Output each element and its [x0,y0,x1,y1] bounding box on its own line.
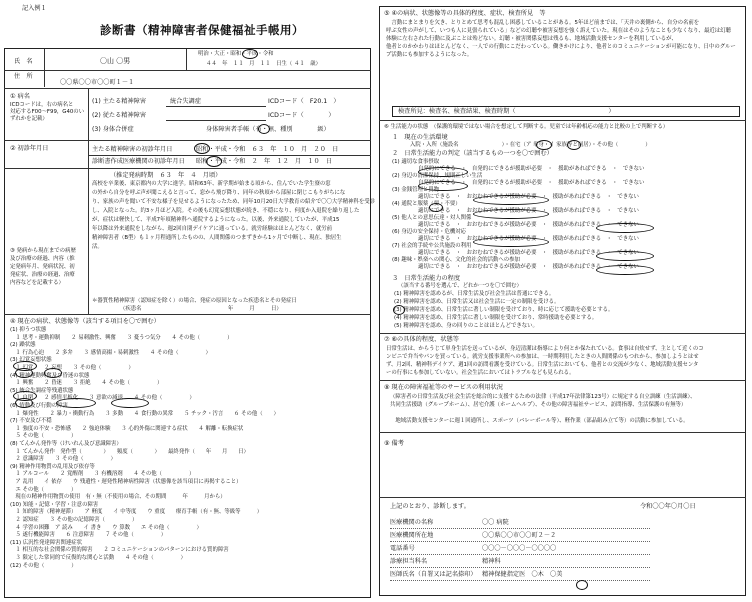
daily-item-label: (5) 他人との意思伝達・対人関係 [392,215,472,221]
state-item: ２ 認知症 ３ その他の記憶障害（ ） [10,517,138,523]
onset-date: （推定発病時期 ６３ 年 ４ 月頃） [110,172,222,179]
state-item: １ てんかん発作 発作型（ ） 頻度（ ） 最終発作（ 年 月 日） [10,448,249,455]
signature-row-label: 医療機関の名称 [390,519,434,526]
state-item: １ 強度の不安・恐怖感 ２ 強迫体験 ３ 心的外傷に関連する症状 ４ 解離・転換症状 [10,425,244,432]
name-label: 氏 名 [14,58,33,65]
living-home-circle [536,140,552,150]
state-item: ５ 遂行機能障害 ６ 注意障害 ７ その他（ ） [10,532,167,539]
state-item: (4) 精神運動興奮及び昏迷の状態 [10,372,90,379]
document-title: 診断書（精神障害者保健福祉手帳用） [100,23,304,37]
state-item: １ 行為心迫 ２ 多弁 ３ 感情高揚・易刺激性 ４ その他（ ） [10,349,211,356]
first-visit-clinic-date: 昭和・平成・令和 ２ 年 １２ 月 １０ 日 [196,158,333,165]
signature-statement: 上記のとおり、診断します。 [390,503,470,510]
daily-item-label: (4) 通院と服薬（要・不要） [392,201,461,207]
state-item: (12) その他（ ） [10,562,77,569]
daily-item-scale: 自発的にできる ・ 自発的にできるが援助が必要 ・ 援助があればできる ・ できない [418,166,645,172]
state-item: ３ 限定した常同的で反復的な関心と活動 ４ その他（ ） [10,555,186,561]
physical-value: 身体障害者手帳（有・無、種別 級） [206,126,330,133]
overall-item: (3) 精神障害を認め、日常生活に著しい制限を受けており、時に応じて援助を必要とする。 [394,307,614,313]
state-item: (7) 不安及び不穏 [10,418,52,425]
state-item: ５ その他（ ） [10,433,77,440]
state-item: (6) 情動及び行動の障害 [10,403,68,409]
state-item: １ 思考・運動抑制 ２ 易刺激性、興奮 ３ 憂うつ気分 ４ その他（ ） [10,334,233,341]
daily-item-label: (8) 趣味・娯楽への関心、文化的社会的活動への参加 [392,257,520,263]
daily-item-label: (1) 適切な食事摂取 [392,159,440,165]
state-item: (1) 抑うつ状態 [10,327,47,333]
state-item: １ 爆発性 ２ 暴力・衝動行為 ３ 多動 ４ 食行動の異常 ５ チック・汚言 ６ その他（ ） [10,410,279,417]
signature-row-value: 精神保健指定医 〇木 〇美 [482,571,563,578]
state-item: １ 幻覚 ２ 妄想 ３ その他（ ） [10,365,134,371]
overall-item: (5) 精神障害を認め、身の回りのことはほとんどできない。 [394,323,538,329]
seal-mark [576,580,588,590]
daily-item-scale: 適切にできる ・ おおむねできるが援助が必要 ・ 援助があればできる ・ できない [418,222,639,228]
daily-item-scale: 自発的にできる ・ 自発的にできるが援助が必要 ・ 援助があればできる ・ できない [418,180,645,186]
living-options: 入院・入所（施設名 ）・在宅（ア 単身・イ 家族等と同居）・その他（ ） [410,142,651,148]
state-item: (8) てんかん発作等（けいれん及び意識障害） [10,441,122,447]
state-item: １ 相互的な社会関係の質的障害 ２ コミュニケーションのパターンにおける質的障害 [10,547,229,554]
daily-item-scale: 適切にできる ・ おおむねできるが援助が必要 ・ 援助があればできる ・ できない [418,250,639,256]
example-label: 記入例１ [22,5,47,12]
section9-label: ⑨ 備考 [384,440,404,447]
state-item: １ 知的障害（精神遅滞） ア 軽度 イ 中等度 ウ 重度 療育手帳（有・無、等級等 ） [10,509,263,516]
signature-row-label: 医師氏名（自署又は記名捺印） [390,571,477,578]
disease-section-label: ① 病名 [10,93,30,100]
section7-label: ⑦ ⑥の具体的程度、状態等 [384,336,459,343]
left-sheet: 記入例１ 診断書（精神障害者保健福祉手帳用） 氏 名 〇山 〇男 明治・大正・昭和・平成・令和 ４４ 年 １１ 月 １１ 日生（ ４１ 歳） 住 所 〇〇県〇〇市〇〇町１－１ ① 病名 ICDコードは，右の病名と 対応するF00～F99，G40のい ずれかを記載） (1) 主たる精神障害 統合失調症 ICDコード（ F20.1 ） (2) 従たる精神障害 ICDコード（ ） (3) 身体合併症 身体障害者手帳（有・無、種別 級） ② 初診年月日 主たる精神障害の初診年月日 昭和・平成・令和 ６３ 年 １０ 月 ２０ 日 診断書作成医療機関の初診年月日 昭和・平成・令和 ２ 年 １２ 月 １０ 日 ③ 発病から現在までの病歴 及び治療の経過、内容（推 定発病年月、発病状況、初 発症状、治療の経過、治療 内容などを記載する） （推定発病時期 ６３ 年 ４ 月頃） 高校を卒業後、東京都内の大学に進学。昭和63年、新学期が始まる頃から、住んでいた学生寮の窓 の外から自分を呼ぶ声が聞こえると言って、窓から飛び降り、同年の秋頃から部屋に閉じこもりがちにな り、家族の声を聞いて不安な様子を見せるようになったため、同年10月20日大学教育の紹介で〇〇大学精神科を受診 し、入院となった。約3ヶ月ほど入院。その後も幻覚妄想状態が続き、不穏になり、何度か入退院を繰り返した が、症状は軽快して、平成7年頃精神科へ通院するようになった。以後、外来通院していたが、平成15 年以降は外来通院をしながら、週2回自閉デイケアに通っている。就労経験はほとんどなく、就労前 精神障害者（B型）も１ヶ月程通所したものの、人間関係のつまずきから1ヶ月で中断し、現在、独居生 活。 ＊器質性精神障害（認知症を除く）の場合、発症の原因となった疾患名とその発症日 （疾患名 年 月 日） ④ 現在の病状、状態像等（該当する項目を〇で囲む） (1) 抑うつ状態 １ 思考・運動抑制 ２ 易刺激性、興奮 ３ 憂うつ気分 ４ その他（ ） (2) 躁状態 １ 行為心迫 ２ 多弁 ３ 感情高揚・易刺激性 ４ その他（ ） (3) 幻覚妄想状態 １ 幻覚 ２ 妄想 ３ その他（ ） (4) 精神運動興奮及び昏迷の状態 １ 興奮 ２ 昏迷 ３ 拒絶 ４ その他（ ） (5) 統合失調症等残遺状態 １ 自閉 ２ 感情平板化 ３ 意欲の減退 ４ その他（ ） (6) 情動及び行動の障害 １ 爆発性 ２ 暴力・衝動行為 ３ 多動 ４ 食行動の異常 ５ チック・汚言 ６ その他（ ） (7) 不安及び不穏 １ 強度の不安・恐怖感 ２ 強迫体験 ３ 心的外傷に関連する症状 ４ 解離・転換症状 ５ その他（ ） (8) てんかん発作等（けいれん及び意識障害） １ てんかん発作 発作型（ ） 頻度（ ） 最終発作（ 年 月 日） ２ 意識障害 ３ その他（ ） (9) 精神作用物質の乱用及び依存等 １ アルコール ２ 覚醒剤 ３ 有機溶剤 ４ その他（ ） ア 乱用 イ 依存 ウ 残遺性・遅発性精神病性障害（状態像を該当項目に再掲すること） エ その他（ ） 現在の精神作用物質の使用 有・無（不使用の場合、その期間 年 月から） (10) 知能・記憶・学習・注意の障害 １ 知的障害（精神遅滞） ア 軽度 イ 中等度 ウ 重度 療育手帳（有・無、等級等 ） ２ 認知症 ３ その他の記憶障害（ ） ４ 学習の困難 ア 読み イ 書き ウ 算数 エ その他（ ） ５ 遂行機能障害 ６ 注意障害 ７ その他（ ） (11) 広汎性発達障害関連症状 １ 相互的な社会関係の質的障害 ２ コミュニケーションのパターンにおける質的障害 ３ 限定した常同的で反復的な関心と活動 ４ その他（ ） (12) その他（ ） [0,0,752,602]
physical-label: (3) 身体合併症 [92,126,134,133]
daily-item-scale: 適切にできる ・ おおむねできるが援助が必要 ・ 援助があればできる ・ できない [418,208,639,214]
state-item: １ 興奮 ２ 昏迷 ３ 拒絶 ４ その他（ ） [10,380,163,387]
daily-item-scale: 適切にできる ・ おおむねできるが援助が必要 ・ 援助があればできる ・ できない [418,236,639,242]
state-item: (3) 幻覚妄想状態 [10,357,52,364]
right-sheet: ⑤ ④の病状、状態像等の具体的程度、症状、検査所見 等 言動にまとまりを欠き、とりとめて思考も混乱し困惑していることがある。5年ほど前までは、「天井の裏側から、自分の名前を 呼ぶ女性の声がして、いつも人に見張られている」などの幻聴や被害妄想を強く訴えていた。現在はそのようなことも少なくなり、最近は幻聴 体験に左右された行動に及ぶことは殆どない。幻聴・被害関係妄想は残るも、地域活動支援センターを利用しているが、 他者とのかかわりはほとんどなく、一人での行動にこだわっている。働きかけにより、他者とのコミュニケーションが可能になり、日中のグルー プ活動にも参加するようになった。 検査所見：検査名、検査結果、検査時期（ ） ⑥ 生活能力の状態 （保護的環境ではない場合を想定して判断する。児童では年齢相応の能力と比較の上で判断する） １ 現在の生活環境 入院・入所（施設名 ）・在宅（ア 単身・イ 家族等と同居）・その他（ ） ２ 日常生活能力の判定（該当するもの一つを〇で囲む） (1) 適切な食事摂取 自発的にできる ・ 自発的にできるが援助が必要 ・ 援助があればできる ・ できない (2) 身辺の清潔保持、規則正しい生活 自発的にできる ・ 自発的にできるが援助が必要 ・ 援助があればできる ・ できない (3) 金銭管理と買物 適切にできる ・ おおむねできるが援助が必要 ・ 援助があればできる ・ できない (4) 通院と服薬（要・不要） 適切にできる ・ おおむねできるが援助が必要 ・ 援助があればできる ・ できない (5) 他人との意思伝達・対人関係 適切にできる ・ おおむねできるが援助が必要 ・ 援助があればできる ・ できない (6) 身辺の安全保持・危機対応 適切にできる ・ おおむねできるが援助が必要 ・ 援助があればできる ・ できない (7) 社会的手続や公共施設の利用 適切にできる ・ おおむねできるが援助が必要 ・ 援助があればできる ・ できない (8) 趣味・娯楽への関心、文化的社会的活動への参加 適切にできる ・ おおむねできるが援助が必要 ・ 援助があればできる ・ できない ３ 日常生活能力の程度 （該当する番号を選んで、どれか一つを〇で囲む） (1) 精神障害を認めるが、日常生活及び社会生活は普通にできる。 (2) 精神障害を認め、日常生活又は社会生活に一定の制限を受ける。 (3) 精神障害を認め、日常生活に著しい制限を受けており、時に応じて援助を必要とする。 (4) 精神障害を認め、日常生活に著しい制限を受けており、常時援助を必要とする。 (5) 精神障害を認め、身の回りのことはほとんどできない。 ⑦ ⑥の具体的程度、状態等 日常生活は、からうじて単身生活を送っているが、身辺清潔は指導により何とか保たれている。食事は自炊せず、主として近くのコ ンビニで弁当やパンを買っている。就労支援事業所への参加は、一時期利用したときの人間関係のもつれから、参加しようとはせ ず、月2回、精神科デイケア、週1回の訪問看護を受けている。日常生活においても、他者との交流が少なく、地域活動支援センタ ーの行事にも参加していない。社会生活においてはトラブルなども見られる。 ⑧ 現在の障害福祉等のサービスの利用状況 （障害者の日常生活及び社会生活を総合的に支援するための法律（平成17年法律第123号）に規定する自立訓練（生活訓練）、 共同生活援助（グループホーム）、居宅介護（ホームヘルプ）、その他の障害福祉サービス、訪問指導、生活保護の有無等） 地域活動支援センターに週１回通所し、スポーツ（バレーボール等）、軽作業（部品組み立て等）の活動に参加している。 ⑨ 備考 上記のとおり、診断します。 令和〇〇年〇月〇日 医療機関の名称 〇〇 病院 医療機関所在地 〇〇県〇〇市〇〇町２－２ 電話番号 〇〇〇－〇〇〇－〇〇〇〇 診療担当科名 精神科 医師氏名（自署又は記名捺印） 精神保健指定医 〇木 〇美 [0,0,752,602]
first-visit-label: ② 初診年月日 [10,145,49,152]
state-item: ４ 学習の困難 ア 読み イ 書き ウ 算数 エ その他（ ） [10,524,202,531]
signature-row-value: 〇〇県〇〇市〇〇町２－２ [482,532,557,539]
sub-disorder-label: (2) 従たる精神障害 [92,112,147,119]
overall-circle-3 [393,305,405,315]
state-item: (9) 精神作用物質の乱用及び依存等 [10,463,95,470]
daily-item-label: (2) 身辺の清潔保持、規則正しい生活 [392,173,483,179]
state-item: ２ 意識障害 ３ その他（ ） [10,456,116,463]
section6-label: ⑥ 生活能力の状態 （保護的環境ではない場合を想定して判断する。児童では年齢相応の能力と比較の上で判断する） [384,124,669,130]
daily-item-label: (3) 金銭管理と買物 [392,187,440,193]
first-visit-main-date: 昭和・平成・令和 ６３ 年 １０ 月 ２０ 日 [196,146,339,153]
state-item: 現在の精神作用物質の使用 有・無（不使用の場合、その期間 年 月から） [10,494,226,501]
signature-row-value: 〇〇〇－〇〇〇－〇〇〇〇 [482,545,557,552]
daily-item-label: (6) 身辺の安全保持・危機対応 [392,229,467,235]
state-item: エ その他（ ） [10,486,77,493]
state-item: (10) 知能・記憶・学習・注意の障害 [10,501,99,508]
section8-label: ⑧ 現在の障害福祉等のサービスの利用状況 [384,384,503,391]
exam-findings: 検査所見：検査名、検査結果、検査時期（ ） [398,108,615,115]
signature-row-label: 診療担当科名 [390,558,428,565]
signature-row-label: 医療機関所在地 [390,532,434,539]
overall-item: (4) 精神障害を認め、日常生活に著しい制限を受けており、常時援助を必要とする。 [394,315,598,321]
state-item: １ 自閉 ２ 感情平板化 ３ 意欲の減退 ４ その他（ ） [10,395,195,402]
overall-item: (1) 精神障害を認めるが、日常生活及び社会生活は普通にできる。 [394,291,555,297]
daily-item-scale: 適切にできる ・ おおむねできるが援助が必要 ・ 援助があればできる ・ できない [418,264,639,270]
state-item: (5) 統合失調症等残遺状態 [10,387,74,394]
state-item: (11) 広汎性発達障害関連症状 [10,539,83,546]
state-section-label: ④ 現在の病状、状態像等（該当する項目を〇で囲む） [10,318,160,325]
sub-disorder-icd: ICDコード（ ） [268,112,335,119]
birth-era-options: 明治・大正・昭和・平成・令和 [198,51,274,57]
daily-item-scale: 適切にできる ・ おおむねできるが援助が必要 ・ 援助があればできる ・ できない [418,194,639,200]
address-label: 住 所 [14,73,33,80]
signature-row-label: 電話番号 [390,545,415,552]
main-disorder-label: (1) 主たる精神障害 [92,98,147,105]
state-item: (2) 躁状態 [10,342,36,349]
section5-label: ⑤ ④の病状、状態像等の具体的程度、症状、検査所見 等 [384,10,546,17]
state-item: １ アルコール ２ 覚醒剤 ３ 有機溶剤 ４ その他（ ） [10,471,195,478]
signature-row-value: 精神科 [482,558,501,565]
signature-date: 令和〇〇年〇月〇日 [640,503,696,510]
main-disorder-value: 統合失調症 [170,98,201,105]
overall-item: (2) 精神障害を認め、日常生活又は社会生活に一定の制限を受ける。 [394,299,560,305]
state-item: ア 乱用 イ 依存 ウ 残遺性・遅発性精神病性障害（状態像を該当項目に再掲すること） [10,479,242,485]
birth-date: ４４ 年 １１ 月 １１ 日生（ ４１ 歳） [206,61,321,67]
address-value: 〇〇県〇〇市〇〇町１－１ [60,79,135,86]
main-disorder-icd: ICDコード（ F20.1 ） [268,98,340,105]
daily-item-label: (7) 社会的手続や公共施設の利用 [392,243,472,249]
name-value: 〇山 〇男 [100,57,131,65]
signature-row-value: 〇〇 病院 [482,519,509,526]
